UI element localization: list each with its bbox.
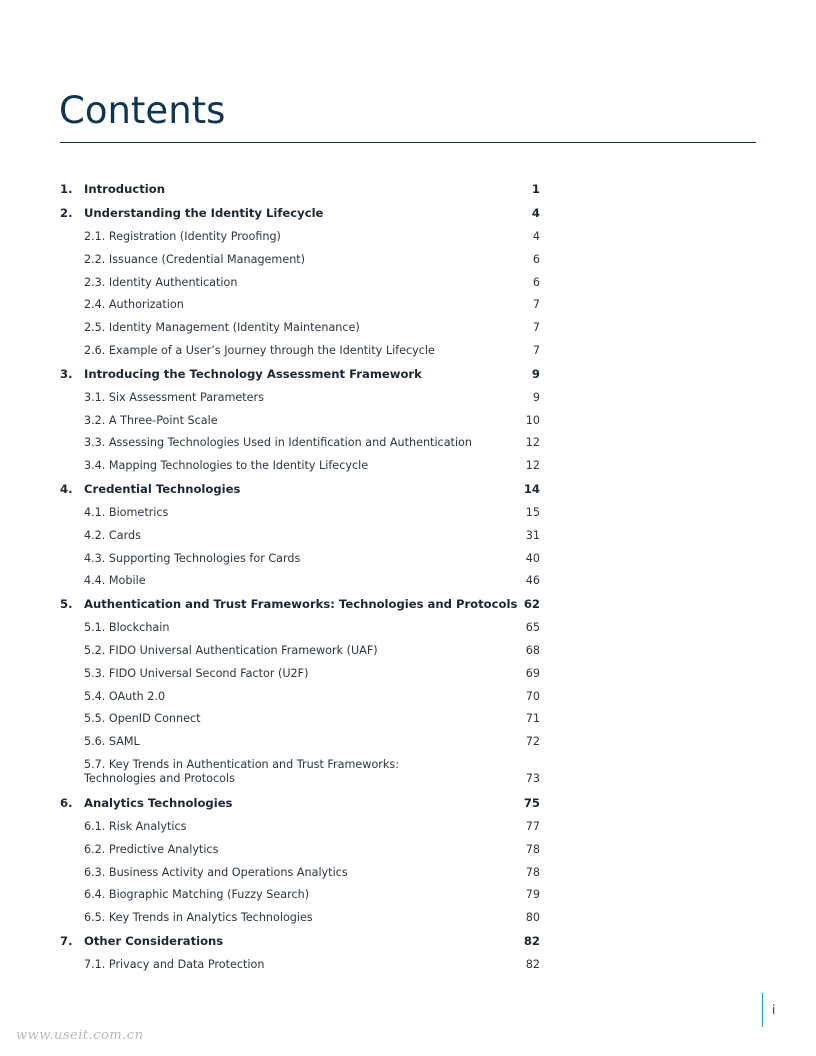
toc-subsection[interactable] (0, 709, 816, 732)
toc-entry-label: 6.2. Predictive Analytics (84, 842, 219, 856)
toc-entry-label: Authentication and Trust Frameworks: Technologies and Protocols (84, 597, 518, 612)
toc-page-number: 15 (525, 505, 540, 519)
toc-entry-label: 5.4. OAuth 2.0 (84, 689, 166, 703)
toc-entry-label: 6.3. Business Activity and Operations Analytics (84, 865, 348, 879)
toc-page-number: 82 (525, 957, 540, 971)
toc-subsection[interactable] (0, 817, 816, 840)
toc-entry-label: Understanding the Identity Lifecycle (84, 206, 324, 220)
toc-entry-label: 3.4. Mapping Technologies to the Identity Lifecycle (84, 459, 369, 473)
toc-subsection[interactable] (0, 908, 816, 931)
toc-subsection[interactable] (0, 571, 816, 594)
toc-page-number: 75 (523, 795, 540, 810)
toc-entry-label: 4.2. Cards (84, 528, 141, 542)
toc-page-number: 72 (525, 735, 540, 749)
toc-section[interactable] (0, 203, 816, 227)
toc-page-number: 6 (532, 275, 540, 289)
toc-entry-label: 6.1. Risk Analytics (84, 819, 187, 833)
toc-section-number: 3. (60, 366, 73, 381)
toc-page-number: 65 (525, 621, 540, 635)
toc-section[interactable] (0, 364, 816, 388)
toc-entry-label: 6.4. Biographic Matching (Fuzzy Search) (84, 888, 310, 902)
toc-page-number: 10 (525, 413, 540, 427)
toc-page-number: 62 (523, 597, 540, 612)
toc-entry-label: Introduction (84, 182, 165, 196)
toc-page-number: 9 (532, 390, 540, 404)
toc-entry-label: 6.5. Key Trends in Analytics Technologies (84, 911, 313, 925)
toc-subsection[interactable] (0, 641, 816, 664)
toc-page-number: 40 (525, 551, 540, 565)
toc-section-number: 4. (60, 481, 73, 496)
toc-page-number: 82 (523, 933, 540, 948)
toc-subsection[interactable] (0, 755, 816, 793)
toc-subsection[interactable] (0, 295, 816, 318)
page-number: i (772, 1003, 776, 1017)
toc-subsection[interactable] (0, 273, 816, 296)
toc-page-number: 4 (531, 206, 540, 220)
toc-section-number: 2. (60, 206, 73, 220)
toc-entry-label: 3.1. Six Assessment Parameters (84, 390, 264, 404)
toc-page-number: 31 (525, 528, 540, 542)
toc-entry-label: 3.2. A Three-Point Scale (84, 413, 218, 427)
toc-section-number: 5. (60, 597, 73, 612)
toc-page-number: 73 (525, 771, 540, 785)
toc-subsection[interactable] (0, 863, 816, 886)
toc-subsection[interactable] (0, 885, 816, 908)
toc-entry-label: 5.2. FIDO Universal Authentication Framework (UAF) (84, 643, 378, 657)
toc-entry-label: 2.3. Identity Authentication (84, 275, 238, 289)
toc-page-number: 12 (525, 436, 540, 450)
table-of-contents (0, 179, 816, 978)
title-divider (60, 142, 756, 143)
toc-entry-label: 4.4. Mobile (84, 574, 146, 588)
toc-section[interactable] (0, 931, 816, 955)
toc-entry-label: 2.6. Example of a User’s Journey through the Identity Lifecycle (84, 343, 435, 357)
toc-subsection[interactable] (0, 840, 816, 863)
toc-page-number: 78 (525, 865, 540, 879)
toc-subsection[interactable] (0, 227, 816, 250)
toc-entry-label: 5.6. SAML (84, 735, 140, 749)
toc-page-number: 80 (525, 911, 540, 925)
watermark: www.useit.com.cn (16, 1028, 144, 1043)
toc-page-number: 71 (525, 712, 540, 726)
toc-entry-label: 5.3. FIDO Universal Second Factor (U2F) (84, 666, 309, 680)
toc-entry-label: Analytics Technologies (84, 795, 233, 810)
toc-page-number: 1 (531, 182, 540, 196)
toc-subsection[interactable] (0, 341, 816, 364)
toc-subsection[interactable] (0, 526, 816, 549)
toc-subsection[interactable] (0, 388, 816, 411)
toc-subsection[interactable] (0, 318, 816, 341)
toc-page-number: 9 (531, 366, 540, 381)
toc-entry-label: 5.5. OpenID Connect (84, 712, 201, 726)
toc-page-number: 7 (532, 298, 540, 312)
page-title: Contents (59, 89, 226, 132)
toc-subsection[interactable] (0, 411, 816, 434)
toc-subsection[interactable] (0, 732, 816, 755)
toc-page-number: 69 (525, 666, 540, 680)
toc-page-number: 7 (532, 321, 540, 335)
footer-divider (762, 993, 763, 1027)
toc-section-number: 6. (60, 795, 73, 810)
toc-entry-label: 7.1. Privacy and Data Protection (84, 957, 265, 971)
toc-entry-label: 4.1. Biometrics (84, 505, 169, 519)
toc-page-number: 78 (525, 842, 540, 856)
toc-page-number: 4 (532, 230, 540, 243)
toc-subsection[interactable] (0, 433, 816, 456)
toc-entry-label: Introducing the Technology Assessment Framework (84, 366, 422, 381)
toc-subsection[interactable] (0, 503, 816, 526)
toc-page-number: 77 (525, 819, 540, 833)
toc-section[interactable] (0, 179, 816, 203)
toc-entry-label: 2.2. Issuance (Credential Management) (84, 252, 306, 266)
toc-page-number: 70 (525, 689, 540, 703)
toc-page-number: 14 (523, 481, 540, 496)
toc-subsection[interactable] (0, 549, 816, 572)
toc-entry-label: 5.1. Blockchain (84, 621, 170, 635)
toc-entry-label: Other Considerations (84, 933, 224, 948)
toc-subsection[interactable] (0, 687, 816, 710)
toc-page-number: 12 (525, 459, 540, 473)
toc-section[interactable] (0, 479, 816, 503)
toc-subsection[interactable] (0, 456, 816, 479)
toc-section-number: 1. (60, 182, 73, 196)
toc-entry-label: 4.3. Supporting Technologies for Cards (84, 551, 301, 565)
toc-subsection[interactable] (0, 664, 816, 687)
toc-entry-label: 2.5. Identity Management (Identity Maintenance) (84, 321, 360, 335)
toc-subsection[interactable] (0, 618, 816, 641)
toc-page-number: 68 (525, 643, 540, 657)
toc-page-number: 6 (532, 252, 540, 266)
toc-section[interactable] (0, 793, 816, 817)
toc-entry-label: 2.1. Registration (Identity Proofing) (84, 230, 281, 243)
toc-page-number: 7 (532, 343, 540, 357)
toc-section-number: 7. (60, 933, 73, 948)
toc-page-number: 46 (525, 574, 540, 588)
toc-page-number: 79 (525, 888, 540, 902)
toc-entry-label: 3.3. Assessing Technologies Used in Identification and Authentication (84, 436, 472, 450)
toc-entry-label: 5.7. Key Trends in Authentication and Trust Frameworks: Technologies and Protocols (84, 757, 399, 785)
toc-entry-label: Credential Technologies (84, 481, 241, 496)
toc-subsection[interactable] (0, 250, 816, 273)
toc-subsection[interactable] (0, 955, 816, 978)
toc-section[interactable] (0, 594, 816, 618)
toc-entry-label: 2.4. Authorization (84, 298, 184, 312)
